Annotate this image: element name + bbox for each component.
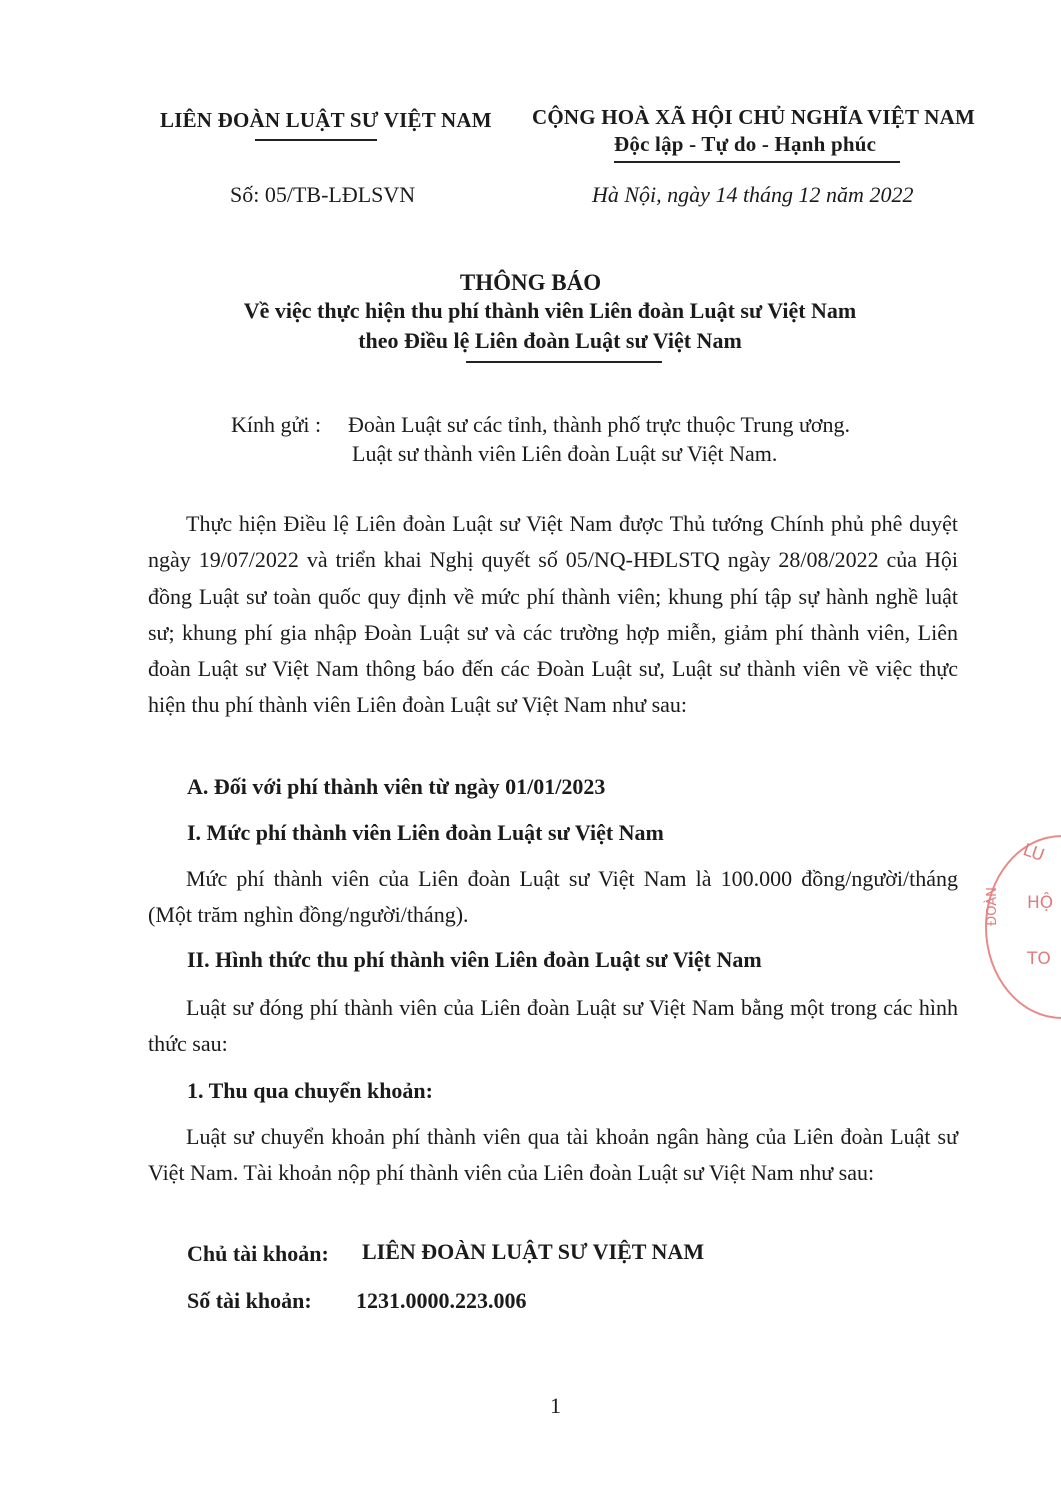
page-number: 1	[550, 1393, 561, 1418]
motto-underline	[614, 161, 900, 163]
section-1-heading: I. Mức phí thành viên Liên đoàn Luật sư Việt Nam	[187, 820, 664, 845]
methods-paragraph: Luật sư đóng phí thành viên của Liên đoàn Luật sư Việt Nam bằng một trong các hình thức sau:	[148, 995, 958, 1057]
motto: Độc lập - Tự do - Hạnh phúc	[614, 132, 877, 156]
fee-paragraph: Mức phí thành viên của Liên đoàn Luật sư Việt Nam là 100.000 đồng/người/tháng (Một trăm nghìn đồng/người/tháng).	[148, 866, 958, 928]
account-number-value: 1231.0000.223.006	[356, 1288, 527, 1313]
doc-number: Số: 05/TB-LĐLSVN	[230, 182, 416, 207]
place-date: Hà Nội, ngày 14 tháng 12 năm 2022	[592, 182, 914, 207]
doc-subtitle-line1: Về việc thực hiện thu phí thành viên Liên đoàn Luật sư Việt Nam	[243, 298, 857, 323]
recipients-label: Kính gửi :	[231, 412, 322, 437]
doc-subtitle-line2: theo Điều lệ Liên đoàn Luật sư Việt Nam	[358, 328, 742, 353]
section-2-heading: II. Hình thức thu phí thành viên Liên đoàn Luật sư Việt Nam	[187, 947, 762, 972]
transfer-paragraph: Luật sư chuyển khoản phí thành viên qua tài khoản ngân hàng của Liên đoàn Luật sư Việt Nam. Tài khoản nộp phí thành viên của Liên đoàn Luật sư Việt Nam như sau:	[148, 1124, 958, 1186]
org-name: LIÊN ĐOÀN LUẬT SƯ VIỆT NAM	[160, 108, 492, 132]
title-underline	[466, 361, 662, 363]
method-1-heading: 1. Thu qua chuyển khoản:	[187, 1078, 433, 1103]
stamp-text-low: TO	[1027, 949, 1051, 969]
recipient-2: Luật sư thành viên Liên đoàn Luật sư Việt Nam.	[352, 441, 778, 466]
account-holder-value: LIÊN ĐOÀN LUẬT SƯ VIỆT NAM	[362, 1239, 705, 1264]
stamp-text-left: ĐOÀN	[984, 887, 1000, 926]
org-underline	[255, 139, 377, 141]
doc-title: THÔNG BÁO	[459, 270, 602, 295]
account-number-label: Số tài khoản:	[187, 1288, 312, 1313]
stamp-text-top: LU	[1020, 839, 1047, 867]
section-a-heading: A. Đối với phí thành viên từ ngày 01/01/2023	[187, 774, 606, 799]
account-holder-label: Chủ tài khoản:	[187, 1241, 329, 1266]
official-stamp	[985, 835, 1061, 1019]
country-name: CỘNG HOÀ XÃ HỘI CHỦ NGHĨA VIỆT NAM	[532, 105, 975, 129]
intro-paragraph: Thực hiện Điều lệ Liên đoàn Luật sư Việt Nam được Thủ tướng Chính phủ phê duyệt ngày 19/07/2022 và triển khai Nghị quyết số 05/NQ-HĐLSTQ ngày 28/08/2022 của Hội đồng Luật sư toàn quốc quy định về mức phí thành viên; khung phí tập sự hành nghề luật sư; khung phí gia nhập Đoàn Luật sư và các trường hợp miễn, giảm phí thành viên, Liên đoàn Luật sư Việt Nam thông báo đến các Đoàn Luật sư, Luật sư thành viên về việc thực hiện thu phí thành viên Liên đoàn Luật sư Việt Nam như sau:	[148, 511, 958, 718]
stamp-text-mid: HỘ	[1027, 893, 1054, 913]
recipient-1: Đoàn Luật sư các tỉnh, thành phố trực thuộc Trung ương.	[348, 412, 851, 437]
